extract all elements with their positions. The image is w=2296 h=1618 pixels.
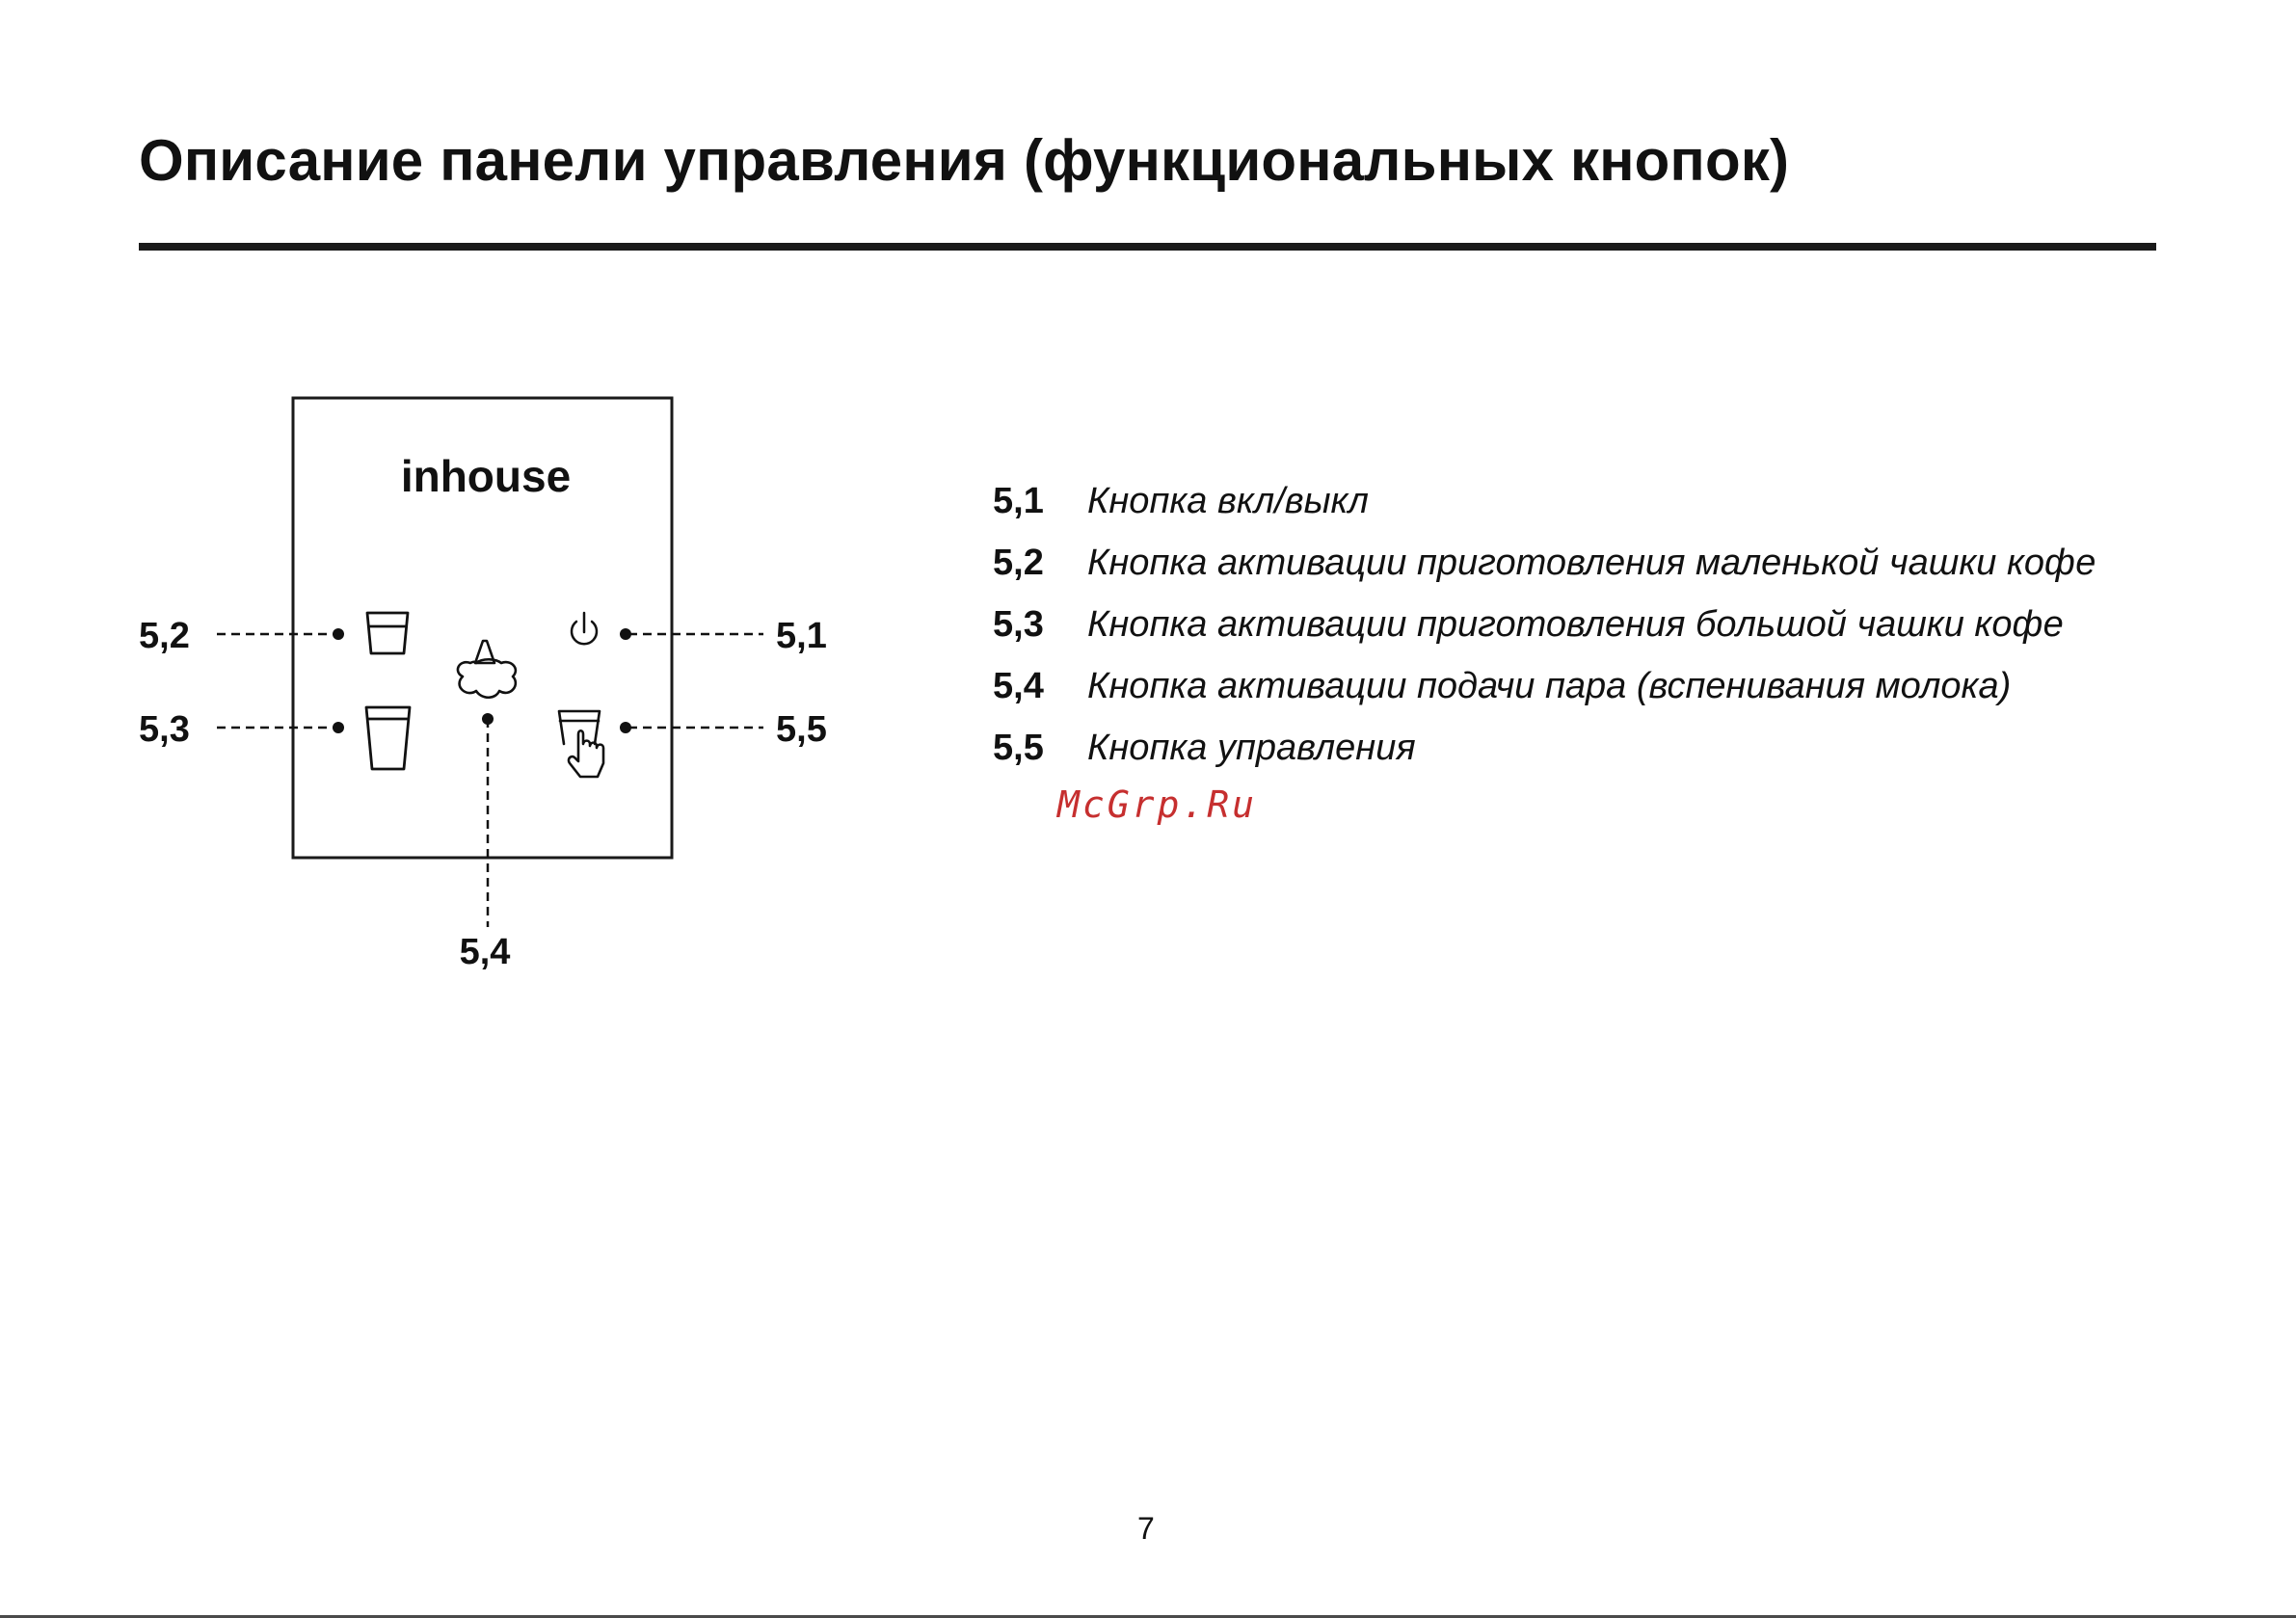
page-title: Описание панели управления (функциональных кнопок) (139, 128, 1790, 193)
power-icon (572, 613, 597, 644)
callout-5-1: 5,1 (776, 616, 827, 656)
legend-item (993, 532, 2096, 594)
steam-icon (458, 641, 516, 698)
legend-description: Кнопка вкл/выкл (1087, 480, 1369, 521)
legend-description: Кнопка управления (1087, 727, 1416, 768)
legend-item (993, 655, 2096, 717)
legend-description: Кнопка активации приготовления большой чашки кофе (1087, 603, 2064, 645)
legend-number: 5,3 (993, 603, 1044, 645)
large-cup-icon (366, 707, 410, 769)
brand-logo: inhouse (400, 451, 572, 501)
legend-number: 5,1 (993, 480, 1044, 521)
legend-item (993, 470, 2096, 532)
small-cup-icon (367, 613, 408, 653)
legend-description: Кнопка активации приготовления маленькой чашки кофе (1087, 542, 2096, 583)
callout-5-4: 5,4 (459, 932, 511, 972)
legend-number: 5,2 (993, 542, 1044, 583)
legend-number: 5,4 (993, 665, 1044, 706)
cup-with-hand-icon (559, 711, 603, 777)
leader-lines (217, 634, 763, 927)
button-legend (993, 470, 2096, 779)
legend-item (993, 594, 2096, 655)
callout-5-3: 5,3 (139, 709, 190, 750)
callout-5-5: 5,5 (776, 709, 827, 750)
legend-number: 5,5 (993, 727, 1044, 768)
page-number: 7 (1137, 1511, 1155, 1546)
callout-5-2: 5,2 (139, 616, 190, 656)
legend-item (993, 717, 2096, 779)
legend-description: Кнопка активации подачи пара (вспенивания молока) (1087, 665, 2012, 706)
watermark-link[interactable]: McGrp.Ru (1057, 783, 1258, 826)
